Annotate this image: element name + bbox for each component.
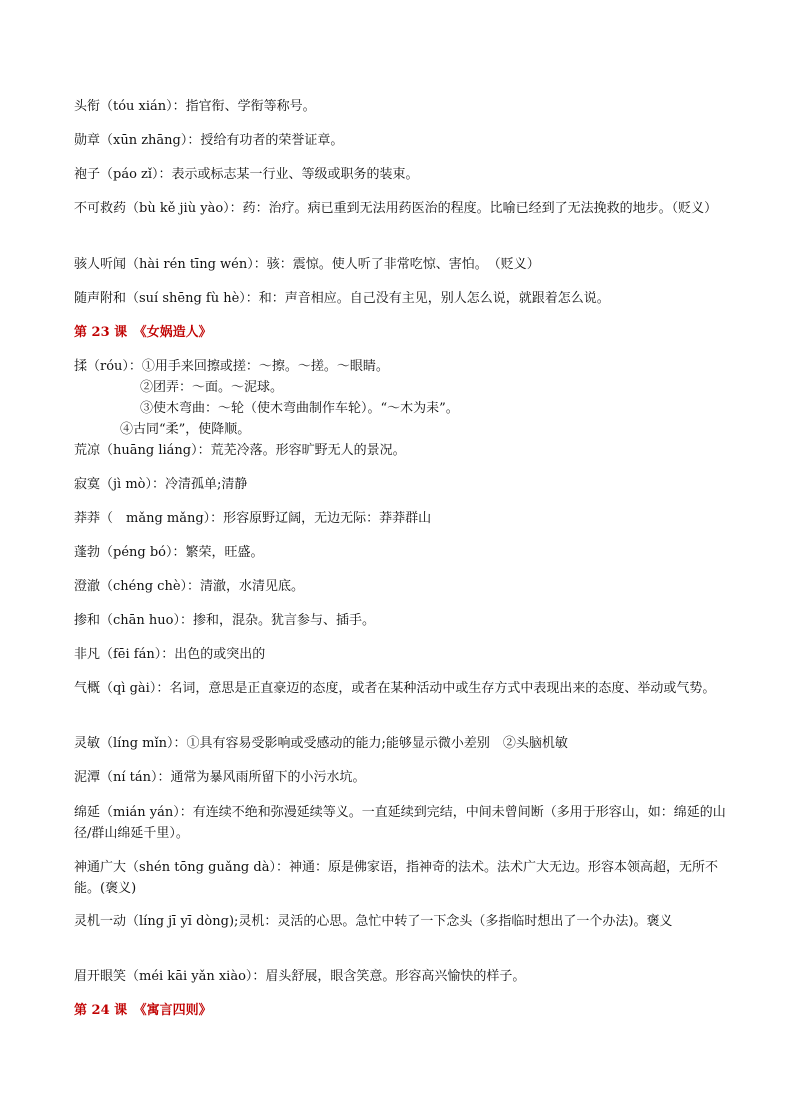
entry-shen-tong-guang-da: 神通广大（shén tōng guǎng dà）：神通：原是佛家语，指神奇的法术。法术广大无边。形容本领高超，无所不能。(褒义)	[74, 860, 718, 896]
entry-ling-min: 灵敏（líng mǐn）：①具有容易受影响或受感动的能力;能够显示微小差别 ②头脑机敏	[74, 736, 568, 751]
entry-sui-sheng-fu-he: 随声附和（suí shēng fù hè）：和：声音相应。自己没有主见，别人怎么说，就跟着怎么说。	[74, 291, 610, 306]
entry-hai-ren-ting-wen: 骇人听闻（hài rén tīng wén）：骇：震惊。使人听了非常吃惊、害怕。 （贬义）	[74, 257, 540, 272]
entry-mei-kai-yan-xiao: 眉开眼笑（méi kāi yǎn xiào）：眉头舒展，眼含笑意。形容高兴愉快的样子。	[74, 969, 526, 984]
entry-cheng-che: 澄澈（chéng chè）：清澈，水清见底。	[74, 579, 305, 594]
entry-fei-fan: 非凡（fēi fán）：出色的或突出的	[74, 647, 266, 662]
entry-pao-zi: 袍子（páo zǐ）：表示或标志某一行业、等级或职务的装束。	[74, 167, 419, 182]
lesson-23-heading: 第 23 课 《女娲造人》	[74, 325, 212, 340]
entry-rou: 揉（róu）：①用手来回擦或搓：～擦。～搓。～眼睛。	[74, 359, 389, 374]
entry-qi-gai: 气概（qì gài）：名词，意思是正直豪迈的态度，或者在某种活动中或生存方式中表现出来的态度、举动或气势。	[74, 681, 716, 696]
entry-chan-huo: 掺和（chān huo）：掺和，混杂。犹言参与、插手。	[74, 613, 375, 628]
entry-mang-mang: 莽莽（ mǎng mǎng）：形容原野辽阔，无边无际：莽莽群山	[74, 511, 432, 526]
entry-ji-mo: 寂寞（jì mò）：冷清孤单;清静	[74, 477, 248, 492]
entry-bu-ke-jiu-yao: 不可救药（bù kě jiù yào）：药：治疗。病已重到无法用药医治的程度。比喻已经到了无法挽救的地步。（贬义）	[74, 201, 718, 216]
entry-rou-sense-4: ④古同“柔”，使降顺。	[120, 422, 251, 437]
entry-mian-yan: 绵延（mián yán）：有连续不绝和弥漫延续等义。一直延续到完结，中间未曾间断（多用于形容山，如：绵延的山径/群山绵延千里）。	[74, 805, 726, 841]
entry-xun-zhang: 勋章（xūn zhāng）：授给有功者的荣誉证章。	[74, 133, 344, 148]
entry-peng-bo: 蓬勃（péng bó）：繁荣，旺盛。	[74, 545, 264, 560]
entry-rou-sense-2: ②团弄：～面。～泥球。	[140, 380, 284, 395]
entry-rou-sense-3: ③使木弯曲：～轮（使木弯曲制作车轮）。“～木为耒”。	[140, 401, 459, 416]
entry-tou-xian: 头衔（tóu xián）：指官衔、学衔等称号。	[74, 99, 316, 114]
entry-ling-ji-yi-dong: 灵机一动（líng jī yī dòng);灵机：灵活的心思。急忙中转了一下念头（多指临时想出了一个办法)。褒义	[74, 914, 673, 929]
entry-huang-liang: 荒凉（huāng liáng）：荒芜冷落。形容旷野无人的景况。	[74, 443, 406, 458]
entry-ni-tan: 泥潭（ní tán）：通常为暴风雨所留下的小污水坑。	[74, 770, 366, 785]
lesson-24-heading: 第 24 课 《寓言四则》	[74, 1003, 212, 1018]
